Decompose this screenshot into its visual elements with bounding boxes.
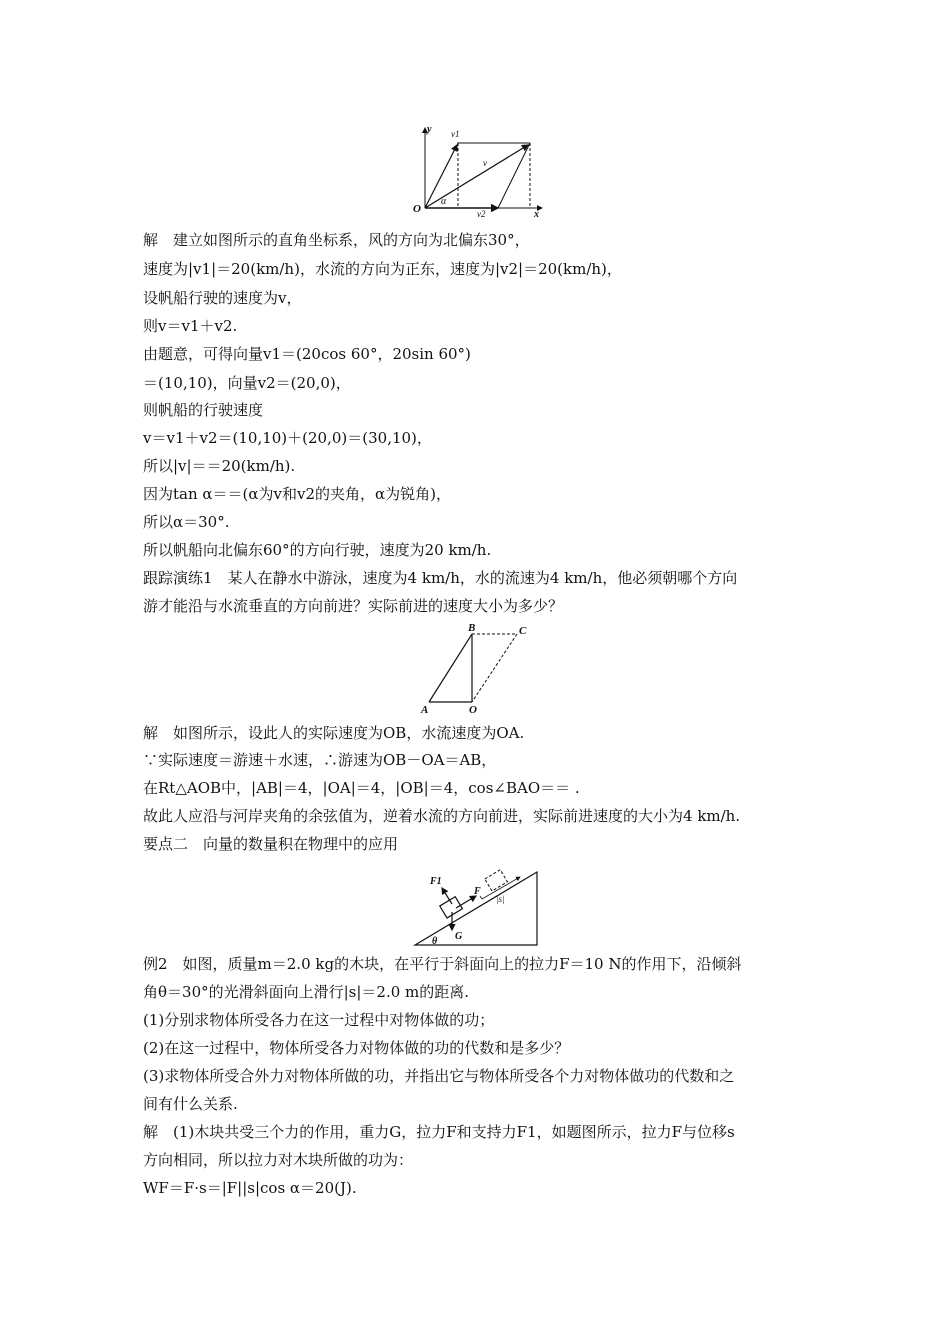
label-v2: v2 xyxy=(477,209,486,219)
text-line: 所以|v|＝＝20(km/h). xyxy=(143,457,296,475)
label-v: v xyxy=(483,158,487,168)
label-f1: F1 xyxy=(430,876,442,887)
text-line: 速度为|v1|＝20(km/h)，水流的方向为正东，速度为|v2|＝20(km/h)， xyxy=(143,260,622,278)
text-line: 由题意，可得向量v1＝(20cos 60°，20sin 60°) xyxy=(143,345,471,363)
label-y: y xyxy=(427,124,432,135)
text-line: 在Rt△AOB中，|AB|＝4，|OA|＝4，|OB|＝4，cos∠BAO＝＝ . xyxy=(143,779,580,797)
text-line: 角θ＝30°的光滑斜面向上滑行|s|＝2.0 m的距离. xyxy=(143,983,470,1001)
text-line: 故此人应沿与河岸夹角的余弦值为，逆着水流的方向前进，实际前进速度的大小为4 km/h. xyxy=(143,807,741,825)
text-line: 间有什么关系. xyxy=(143,1095,238,1113)
label-s: |s| xyxy=(496,894,505,904)
label-theta: θ xyxy=(432,936,438,947)
text-line: WF＝F·s＝|F||s|cos α＝20(J). xyxy=(143,1179,357,1197)
text-line: 所以帆船向北偏东60°的方向行驶，速度为20 km/h. xyxy=(143,541,492,559)
text-line: 游才能沿与水流垂直的方向前进？实际前进的速度大小为多少？ xyxy=(143,597,564,615)
text-line: 跟踪演练1 某人在静水中游泳，速度为4 km/h，水的流速为4 km/h，他必须朝哪个方向 xyxy=(143,569,738,587)
incline-figure xyxy=(412,860,542,948)
text-line: (3)求物体所受合外力对物体所做的功，并指出它与物体所受各个力对物体做功的代数和之 xyxy=(143,1067,735,1085)
label-x: x xyxy=(534,209,539,220)
text-line: 解 (1)木块共受三个力的作用，重力G，拉力F和支持力F1，如题图所示，拉力F与位移s xyxy=(143,1123,735,1141)
label-c: C xyxy=(519,625,527,637)
text-line: 解 如图所示，设此人的实际速度为OB，水流速度为OA. xyxy=(143,724,525,742)
label-alpha: α xyxy=(441,196,447,207)
label-origin: O xyxy=(413,203,421,215)
label-a: A xyxy=(421,704,429,716)
label-g: G xyxy=(455,931,463,942)
text-line: 则帆船的行驶速度 xyxy=(143,401,264,419)
text-line: (2)在这一过程中，物体所受各力对物体做的功的代数和是多少？ xyxy=(143,1039,570,1057)
swimming-figure xyxy=(415,620,535,716)
text-line: 因为tan α＝＝(α为v和v2的夹角，α为锐角)， xyxy=(143,485,451,503)
label-b: B xyxy=(468,622,476,634)
text-line: 设帆船行驶的速度为v， xyxy=(143,289,302,307)
velocity-figure xyxy=(405,120,550,220)
text-line: 例2 如图，质量m＝2.0 kg的木块，在平行于斜面向上的拉力F＝10 N的作用下，沿倾斜 xyxy=(143,955,742,973)
label-v1: v1 xyxy=(451,129,460,139)
text-line: 方向相同，所以拉力对木块所做的功为： xyxy=(143,1151,414,1169)
label-f: F xyxy=(474,886,481,897)
text-line: 所以α＝30°. xyxy=(143,513,230,531)
section-heading: 要点二 向量的数量积在物理中的应用 xyxy=(143,835,399,853)
text-line: 解 建立如图所示的直角坐标系，风的方向为北偏东30°， xyxy=(143,231,530,249)
text-line: 则v＝v1＋v2. xyxy=(143,317,238,335)
text-line: (1)分别求物体所受各力在这一过程中对物体做的功； xyxy=(143,1011,495,1029)
text-line: ＝(10,10)，向量v2＝(20,0)， xyxy=(143,374,351,392)
label-o: O xyxy=(469,704,477,716)
text-line: ∵实际速度＝游速＋水速，∴游速为OB－OA＝AB， xyxy=(143,751,497,769)
text-line: v＝v1＋v2＝(10,10)＋(20,0)＝(30,10)， xyxy=(143,429,432,447)
